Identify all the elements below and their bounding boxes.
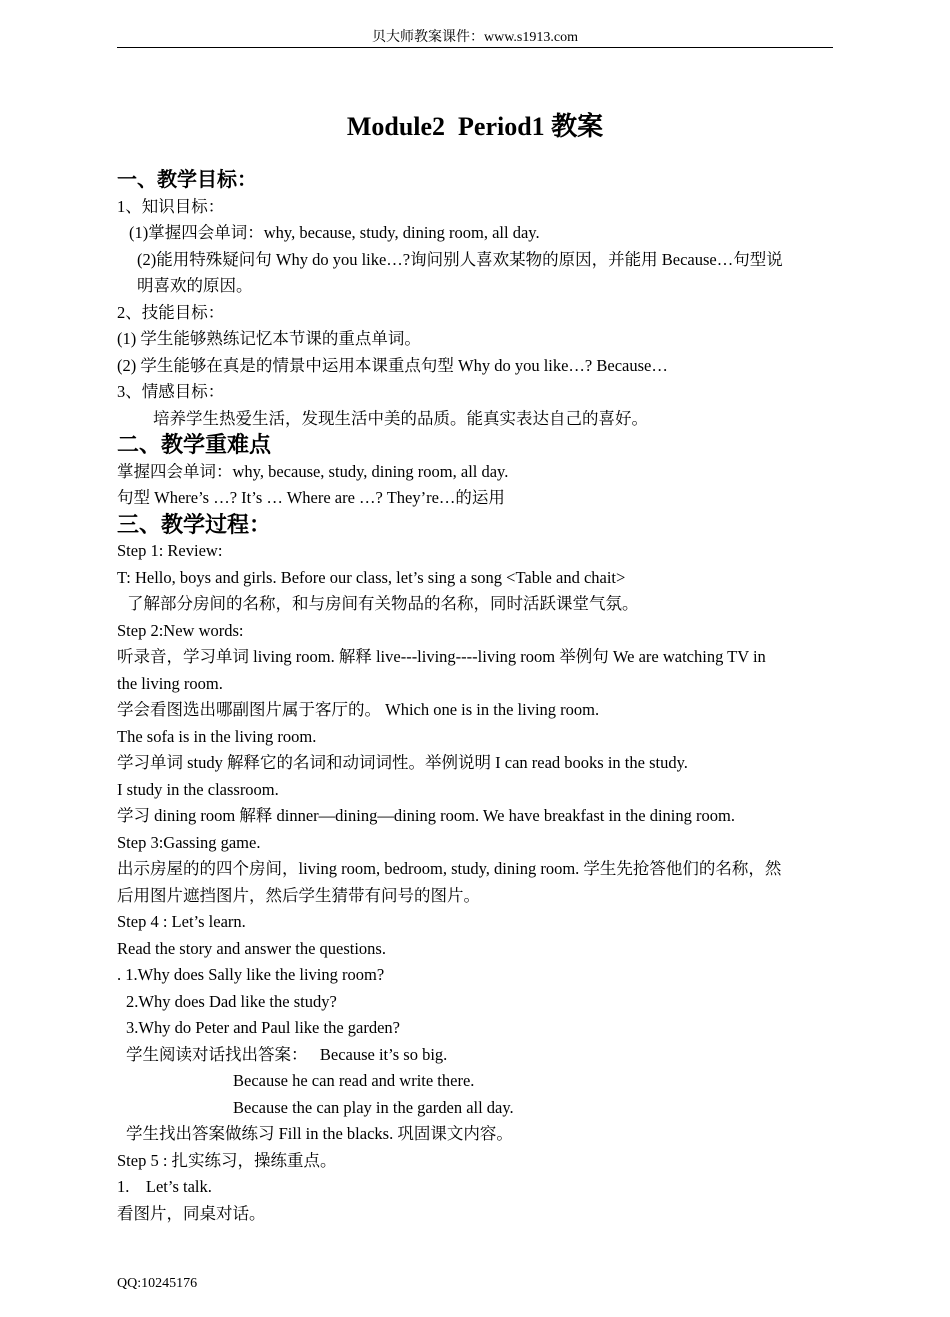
section-heading-key-points: 二、教学重难点: [117, 432, 272, 457]
step-5-title: Step 5 : 扎实练习，操练重点。: [117, 1150, 337, 1170]
emotion-objectives-label: 3、情感目标：: [117, 382, 225, 401]
step-2-line: the living room.: [117, 673, 223, 693]
emotion-objective-1: 培养学生热爱生活，发现生活中美的品质。能真实表达自己的喜好。: [153, 408, 648, 428]
step-2-line: 学会看图选出哪副图片属于客厅的。 Which one is in the living room.: [117, 700, 600, 719]
skill-objective-2: (2) 学生能够在真是的情景中运用本课重点句型 Why do you like…? Because…: [117, 355, 668, 375]
step-1-title: Step 1: Review:: [117, 541, 223, 560]
skill-objectives-label: 2、技能目标：: [117, 302, 225, 322]
step-2-line: The sofa is in the living room.: [117, 726, 317, 746]
step-4-line: 学生找出答案做练习 Fill in the blacks. 巩固课文内容。: [126, 1124, 513, 1143]
step-3-line: 后用图片遮挡图片，然后学生猜带有问号的图片。: [117, 885, 480, 905]
step-4-line: Read the story and answer the questions.: [117, 938, 386, 958]
step-4-answer: Because he can read and write there.: [233, 1071, 475, 1090]
key-point-1: 掌握四会单词：why, because, study, dining room, all day.: [117, 461, 509, 481]
skill-objective-1: (1) 学生能够熟练记忆本节课的重点单词。: [117, 329, 421, 348]
step-1-line: T: Hello, boys and girls. Before our class, let’s sing a song <Table and chait>: [117, 567, 626, 587]
step-2-line: 听录音，学习单词 living room. 解释 live---living----living room 举例句 We are watching TV in: [117, 647, 766, 666]
step-2-line: 学习单词 study 解释它的名词和动词词性。举例说明 I can read books in the study.: [117, 753, 688, 772]
header-divider: [117, 47, 833, 48]
step-1-line: 了解部分房间的名称，和与房间有关物品的名称，同时活跃课堂气氛。: [127, 594, 639, 613]
step-4-answer: 学生阅读对话找出答案： Because it’s so big.: [126, 1044, 448, 1064]
step-4-question: 3.Why do Peter and Paul like the garden?: [126, 1018, 400, 1037]
knowledge-objective-1: (1)掌握四会单词：why, because, study, dining room, all day.: [129, 223, 540, 242]
page-header: 贝大师教案课件：www.s1913.com: [372, 30, 578, 45]
step-3-line: 出示房屋的的四个房间，living room, bedroom, study, dining room. 学生先抢答他们的名称，然: [117, 859, 782, 878]
step-4-title: Step 4 : Let’s learn.: [117, 912, 246, 931]
step-2-line: 学习 dining room 解释 dinner—dining—dining room. We have breakfast in the dining room.: [117, 806, 735, 825]
step-3-title: Step 3:Gassing game.: [117, 832, 261, 852]
step-4-question: . 1.Why does Sally like the living room?: [117, 965, 385, 984]
knowledge-objective-2: (2)能用特殊疑问句 Why do you like…?询问别人喜欢某物的原因，并能用 Because…句型说: [137, 249, 783, 269]
step-4-answer: Because the can play in the garden all day.: [233, 1097, 514, 1117]
step-4-question: 2.Why does Dad like the study?: [126, 991, 337, 1011]
step-5-line: 1. Let’s talk.: [117, 1177, 212, 1196]
section-heading-process: 三、教学过程：: [117, 511, 272, 537]
knowledge-objective-2-cont: 明喜欢的原因。: [137, 276, 253, 295]
page-footer: QQ:10245176: [117, 1276, 198, 1291]
section-heading-objectives: 一、教学目标：: [117, 169, 257, 191]
knowledge-objectives-label: 1、知识目标：: [117, 196, 225, 216]
document-body: [117, 167, 833, 1227]
step-5-line: 看图片，同桌对话。: [117, 1203, 266, 1223]
key-point-2: 句型 Where’s …? It’s … Where are …? They’re…的运用: [117, 488, 505, 507]
step-2-title: Step 2:New words:: [117, 620, 244, 640]
document-title: Module2 Period1 教案: [346, 112, 604, 141]
step-2-line: I study in the classroom.: [117, 779, 279, 799]
